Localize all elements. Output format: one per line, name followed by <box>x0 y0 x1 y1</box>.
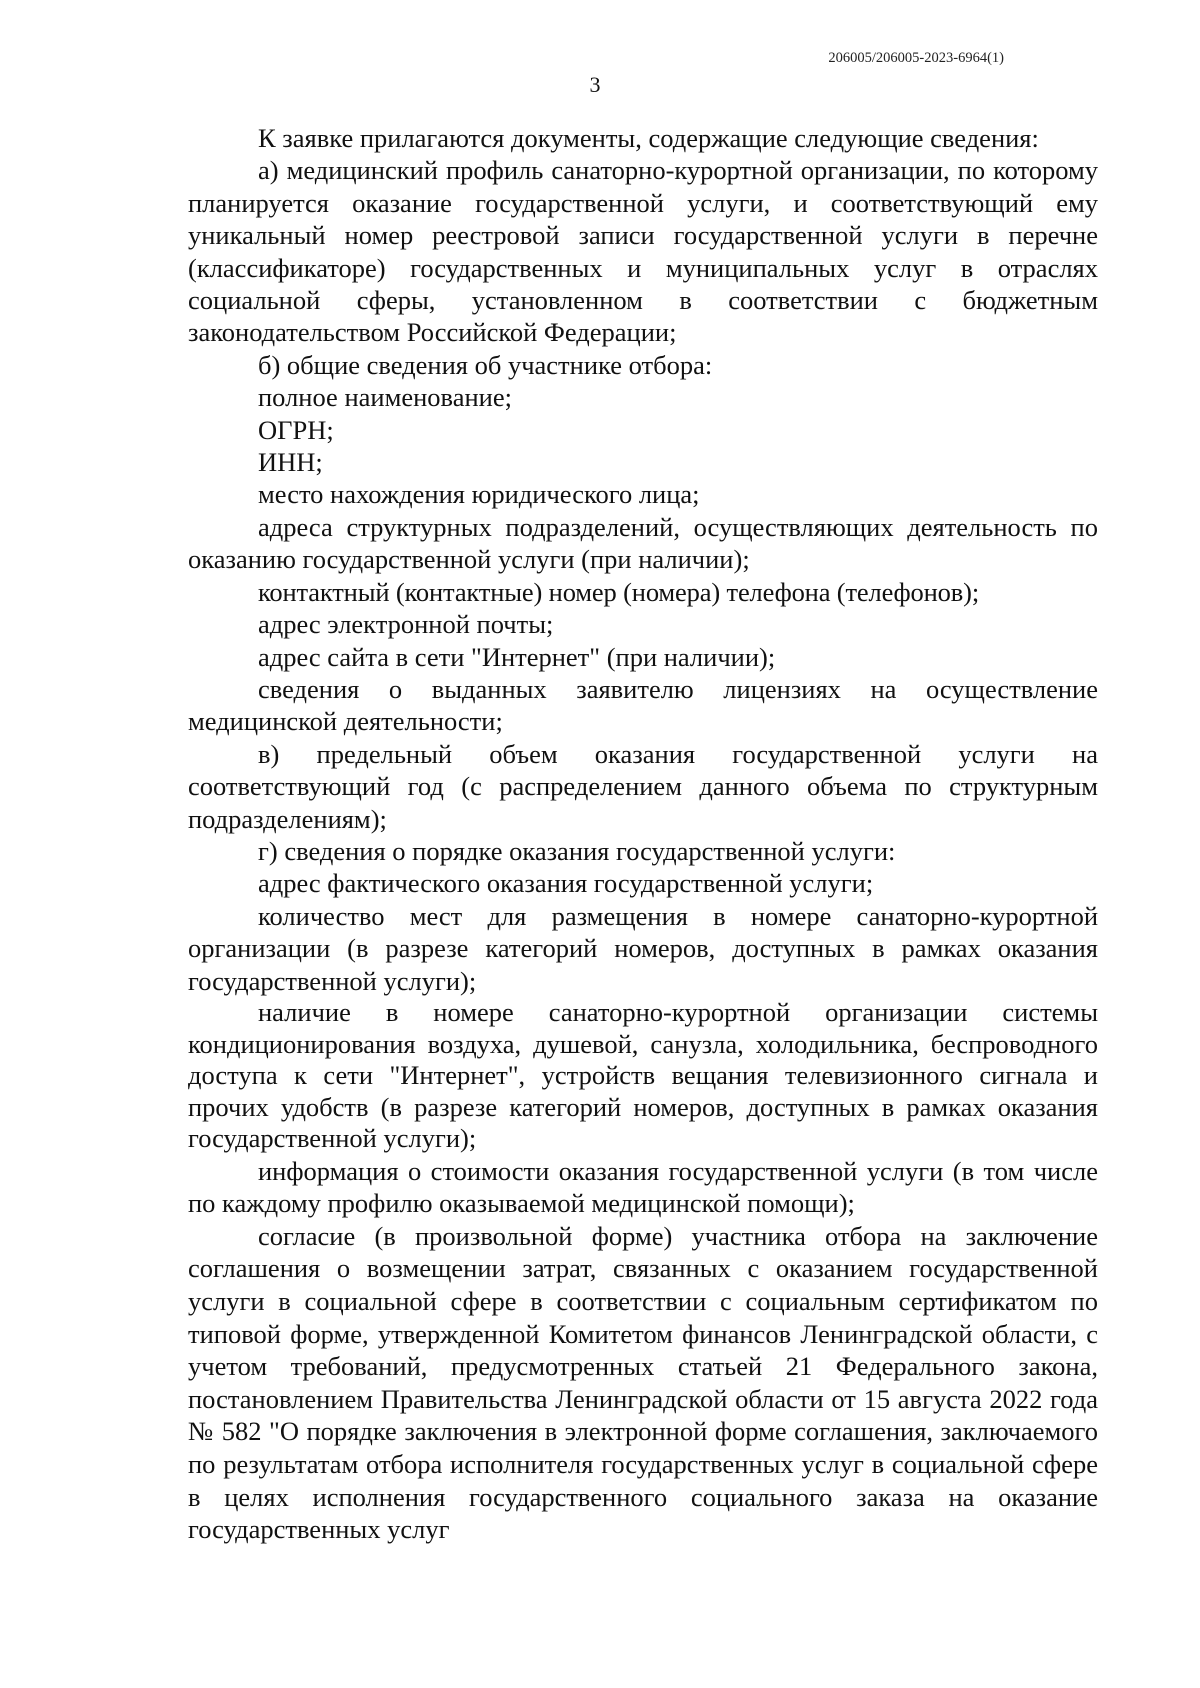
paragraph-intro: К заявке прилагаются документы, содержащие следующие сведения: <box>258 123 1039 153</box>
paragraph-phone: контактный (контактные) номер (номера) телефона (телефонов); <box>258 576 980 607</box>
paragraph-consent: согласие (в произвольной форме) участника отбора на заключение соглашения о возмещении затрат, связанных с оказанием государственной услуги в социальной сфере в соответствии с социальным сертификатом по типовой форме, утвержденной Комитетом финансов Ленинградской области, с учетом требований, предусмотренных статьей 21 Федерального закона, постановлением Правительства Ленинградской области от 15 августа 2022 года № 582 "О порядке заключения в электронной форме соглашения, заключаемого по результатам отбора исполнителя государственных услуг в социальной сфере в целях исполнения государственного социального заказа на оказание государственных услуг <box>188 1220 1098 1545</box>
paragraph-item-b: б) общие сведения об участнике отбора: <box>258 349 713 380</box>
paragraph-item-a: а) медицинский профиль санаторно-курортной организации, по которому планируется оказание государственной услуги, и соответствующий ему уникальный номер реестровой записи государственной услуги в перечне (классификаторе) государственных и муниципальных услуг в отраслях социальной сферы, установленном в соответствии с бюджетным законодательством Российской Федерации; <box>188 155 1098 348</box>
paragraph-website: адрес сайта в сети "Интернет" (при наличии); <box>258 641 776 672</box>
paragraph-full-name: полное наименование; <box>258 382 512 413</box>
paragraph-legal-address: место нахождения юридического лица; <box>258 479 700 510</box>
paragraph-room-amenities: наличие в номере санаторно-курортной организации системы кондиционирования воздуха, душевой, санузла, холодильника, беспроводного доступа к сети "Интернет", устройств вещания телевизионного сигнала и прочих удобств (в разрезе категорий номеров, доступных в рамках оказания государственной услуги); <box>188 996 1098 1154</box>
document-id: 206005/206005-2023-6964(1) <box>828 50 1004 66</box>
paragraph-actual-address: адрес фактического оказания государственной услуги; <box>258 868 874 899</box>
paragraph-item-g: г) сведения о порядке оказания государственной услуги: <box>258 835 896 866</box>
page-number: 3 <box>589 72 601 97</box>
paragraph-inn: ИНН; <box>258 447 323 478</box>
paragraph-email: адрес электронной почты; <box>258 609 554 640</box>
paragraph-branch-addresses: адреса структурных подразделений, осуществляющих деятельность по оказанию государственной услуги (при наличии); <box>188 511 1098 575</box>
paragraph-room-capacity: количество мест для размещения в номере санаторно-курортной организации (в разрезе категорий номеров, доступных в рамках оказания государственной услуги); <box>188 900 1098 996</box>
paragraph-cost-info: информация о стоимости оказания государственной услуги (в том числе по каждому профилю оказываемой медицинской помощи); <box>188 1155 1098 1219</box>
document-body <box>188 122 1098 1546</box>
paragraph-ogrn: ОГРН; <box>258 414 334 445</box>
paragraph-licenses: сведения о выданных заявителю лицензиях на осуществление медицинской деятельности; <box>188 673 1098 737</box>
paragraph-item-v: в) предельный объем оказания государственной услуги на соответствующий год (с распределением данного объема по структурным подразделениям); <box>188 738 1098 834</box>
